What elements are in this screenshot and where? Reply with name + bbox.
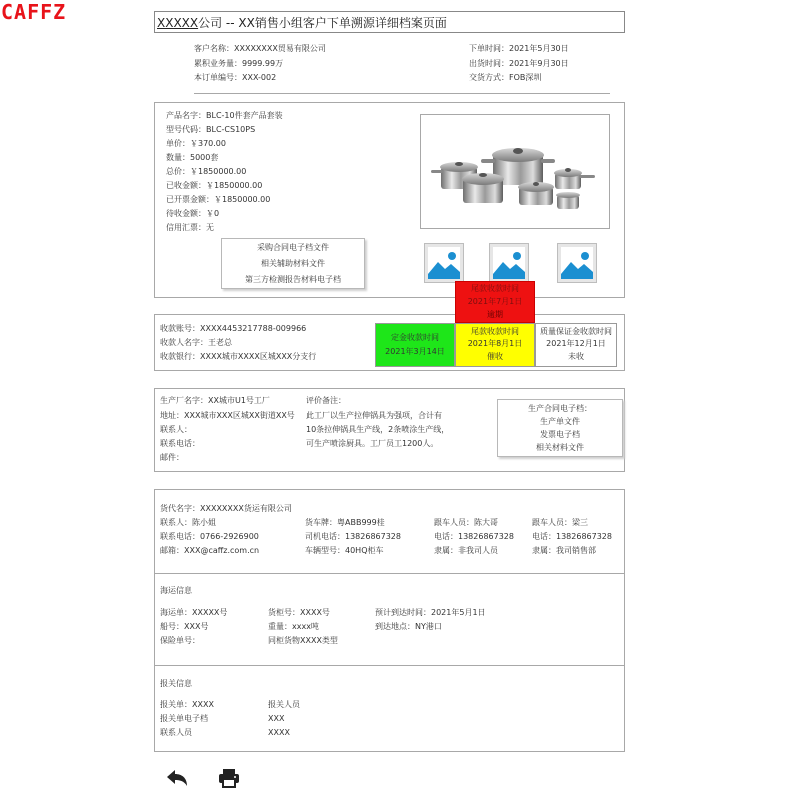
review-line-2: 10条拉伸锅具生产线，2条喷涂生产线， (306, 425, 450, 434)
forwarder-phone: 联系电话：0766-2926900 (160, 532, 259, 541)
warranty-status: 未收 (568, 352, 584, 361)
customs-declaration: 报关单：XXXX (160, 700, 214, 709)
ship-time: 出货时间：2021年9月30日 (469, 59, 569, 68)
company-name-token: XXXXX (157, 16, 199, 30)
final-payment-stage[interactable] (455, 323, 535, 367)
invoice-file-link[interactable]: 发票电子档 (540, 430, 580, 439)
escort-1-dept: 隶属：非我司人员 (434, 546, 498, 555)
image-placeholder-icon[interactable] (489, 243, 529, 283)
product-name: 产品名字：BLC-10件套产品套装 (166, 111, 283, 120)
customs-contact-value: XXXX (268, 728, 290, 737)
forwarder-name: 货代名字：XXXXXXXX货运有限公司 (160, 504, 292, 513)
customer-name: 客户名称：XXXXXXXX贸易有限公司 (194, 44, 326, 53)
delivery-method: 交货方式：FOB深圳 (469, 73, 542, 82)
unit-price: 单价：￥370.00 (166, 139, 226, 148)
page-title (157, 16, 447, 30)
production-order-link[interactable]: 生产单文件 (540, 417, 580, 426)
destination: 到达地点：NY港口 (375, 622, 442, 631)
escort-2-phone: 电话：13826867328 (532, 532, 612, 541)
deposit-date: 2021年3月14日 (385, 347, 445, 356)
factory-email: 邮件： (160, 453, 184, 462)
shipping-section-title: 海运信息 (160, 586, 192, 595)
vehicle-model: 车辆型号：40HQ柜车 (305, 546, 384, 555)
purchase-contract-link[interactable]: 采购合同电子档文件 (257, 243, 329, 252)
product-section (154, 102, 625, 298)
brand-logo: CAFFZ (1, 0, 67, 24)
credit-note: 信用汇票：无 (166, 223, 214, 232)
model-code: 型号代码：BLC-CS10PS (166, 125, 256, 134)
production-contract-label: 生产合同电子档： (528, 404, 592, 413)
shared-cargo-type: 同柜货物XXXX类型 (268, 636, 338, 645)
received-amount: 已收金额：￥1850000.00 (166, 181, 263, 190)
logistics-divider-2 (155, 665, 624, 666)
print-icon[interactable] (218, 768, 240, 788)
cookware-set-image (421, 115, 609, 228)
factory-contact: 联系人： (160, 425, 192, 434)
insurance-number: 保险单号： (160, 636, 200, 645)
factory-address: 地址：XXX城市XXX区城XX街道XX号 (160, 411, 295, 420)
customs-contact: 联系人员 (160, 728, 192, 737)
review-label: 评价备注： (306, 396, 346, 405)
logistics-divider-1 (155, 573, 624, 574)
payee-name: 收款人名字：王老总 (160, 338, 232, 347)
customs-section-title: 报关信息 (160, 679, 192, 688)
total-price: 总价：￥1850000.00 (166, 167, 247, 176)
forwarder-contact: 联系人：陈小姐 (160, 518, 216, 527)
customs-file-link[interactable]: 报关单电子档 (160, 714, 208, 723)
order-number: 本订单编号：XXX-002 (194, 73, 277, 82)
bill-of-lading: 海运单：XXXXX号 (160, 608, 228, 617)
logistics-section (154, 489, 625, 752)
warranty-title: 质量保证金收款时间 (540, 327, 612, 336)
image-placeholder-icon[interactable] (557, 243, 597, 283)
container-number: 货柜号：XXXX号 (268, 608, 330, 617)
overdue-title: 尾款收款时间 (471, 284, 519, 293)
pending-amount: 待收金额：￥0 (166, 209, 220, 218)
overdue-date: 2021年7月1日 (467, 297, 523, 306)
header-divider (194, 93, 610, 94)
payee-bank: 收款银行：XXXX城市XXXX区城XXX分支行 (160, 352, 317, 361)
escort-2-dept: 隶属：我司销售部 (532, 546, 596, 555)
payee-account: 收款账号：XXXX4453217788-009966 (160, 324, 307, 333)
warranty-deposit-stage[interactable] (535, 323, 617, 367)
deposit-stage[interactable] (375, 323, 455, 367)
page-title-bar (154, 11, 625, 33)
escort-1-phone: 电话：13826867328 (434, 532, 514, 541)
final-payment-status: 催收 (487, 352, 503, 361)
customs-agent-label: 报关人员 (268, 700, 300, 709)
final-payment-title: 尾款收款时间 (471, 327, 519, 336)
deposit-title: 定金收款时间 (391, 333, 439, 342)
forwarder-email: 邮箱：XXX@caffz.com.cn (160, 546, 260, 555)
aux-material-link[interactable]: 相关辅助材料文件 (261, 259, 325, 268)
final-payment-date: 2021年8月1日 (467, 339, 523, 348)
production-files-box (497, 399, 623, 457)
customs-agent-value: XXX (268, 714, 285, 723)
related-material-link[interactable]: 相关材料文件 (536, 443, 584, 452)
escort-2-name: 跟车人员：梁三 (532, 518, 588, 527)
escort-1-name: 跟车人员：陈大哥 (434, 518, 498, 527)
factory-section (154, 388, 625, 472)
vessel-number: 船号：XXX号 (160, 622, 209, 631)
review-line-3: 可生产喷涂厨具。工厂员工1200人。 (306, 439, 439, 448)
review-line-1: 此工厂以生产拉伸锅具为强项，合计有 (306, 411, 442, 420)
quantity: 数量：5000套 (166, 153, 219, 162)
truck-plate: 货车牌：粤ABB999桂 (305, 518, 385, 527)
overdue-status: 逾期 (487, 310, 503, 319)
total-sales: 累积业务量：9999.99万 (194, 59, 284, 68)
back-icon[interactable] (164, 768, 190, 790)
cargo-weight: 重量：xxxx吨 (268, 622, 319, 631)
page-title-text: 公司 -- XX销售小组客户下单溯源详细档案页面 (198, 16, 447, 30)
warranty-date: 2021年12月1日 (546, 339, 606, 348)
invoiced-amount: 已开票金额：￥1850000.00 (166, 195, 271, 204)
image-placeholder-icon[interactable] (424, 243, 464, 283)
product-photo[interactable] (420, 114, 610, 229)
factory-phone: 联系电话： (160, 439, 200, 448)
factory-name: 生产厂名字：XX城市U1号工厂 (160, 396, 270, 405)
overdue-popup[interactable] (455, 281, 535, 323)
eta: 预计到达时间：2021年5月1日 (375, 608, 486, 617)
purchase-files-box (221, 238, 365, 289)
driver-phone: 司机电话：13826867328 (305, 532, 401, 541)
inspection-report-link[interactable]: 第三方检测报告材料电子档 (245, 275, 341, 284)
order-time: 下单时间：2021年5月30日 (469, 44, 569, 53)
